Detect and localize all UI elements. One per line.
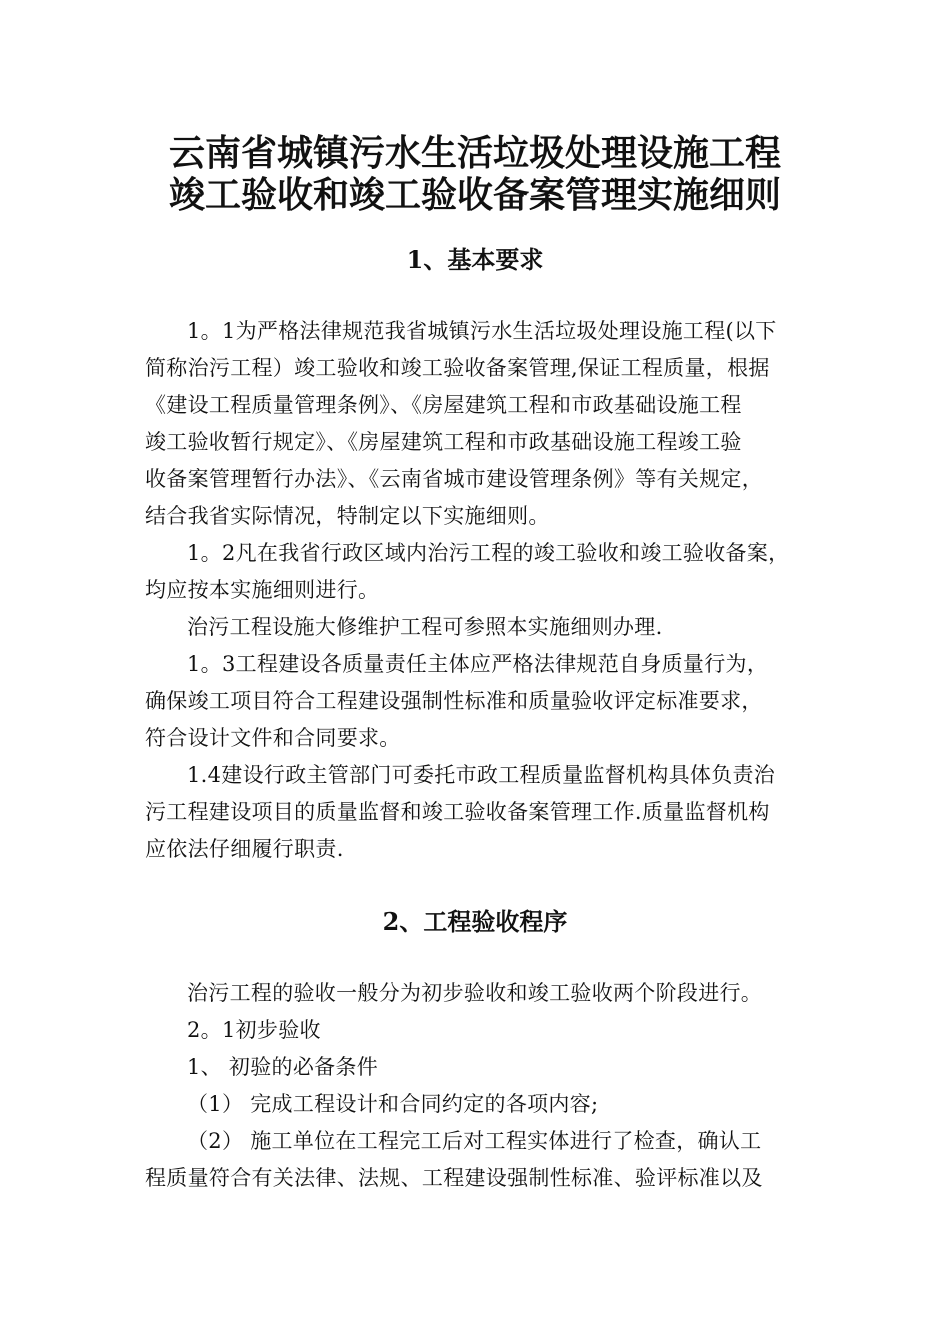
paragraph-line: 污工程建设项目的质量监督和竣工验收备案管理工作.质量监督机构 — [145, 800, 770, 824]
document-title-line-2: 竣工验收和竣工验收备案管理实施细则 — [168, 174, 781, 216]
paragraph-line: （2） 施工单位在工程完工后对工程实体进行了检查，确认工 — [187, 1129, 762, 1153]
paragraph-line: 确保竣工项目符合工程建设强制性标准和质量验收评定标准要求， — [145, 689, 763, 713]
paragraph-line: 1。3工程建设各质量责任主体应严格法律规范自身质量行为， — [187, 652, 769, 676]
paragraph-line: 简称治污工程）竣工验收和竣工验收备案管理,保证工程质量，根据 — [145, 356, 770, 380]
paragraph-line: 符合设计文件和合同要求。 — [145, 726, 401, 750]
paragraph-line: 《建设工程质量管理条例》、《房屋建筑工程和市政基础设施工程 — [145, 393, 742, 417]
paragraph-line: 应依法仔细履行职责. — [145, 837, 344, 861]
paragraph-line: 治污工程的验收一般分为初步验收和竣工验收两个阶段进行。 — [187, 981, 763, 1005]
paragraph-line: 均应按本实施细则进行。 — [145, 578, 380, 602]
paragraph-line: 1、 初验的必备条件 — [187, 1055, 379, 1079]
section-heading-basic-requirements: 1、基本要求 — [406, 245, 544, 274]
paragraph-line: 1。1为严格法律规范我省城镇污水生活垃圾处理设施工程(以下 — [187, 319, 777, 343]
document-title-line-1: 云南省城镇污水生活垃圾处理设施工程 — [168, 132, 781, 174]
paragraph-line: 结合我省实际情况，特制定以下实施细则。 — [145, 504, 550, 528]
paragraph-line: 2。1初步验收 — [187, 1018, 321, 1042]
paragraph-line: 程质量符合有关法律、法规、工程建设强制性标准、验评标准以及 — [145, 1166, 763, 1190]
paragraph-line: 收备案管理暂行办法》、《云南省城市建设管理条例》等有关规定， — [145, 467, 763, 491]
paragraph-line: 1。2凡在我省行政区域内治污工程的竣工验收和竣工验收备案， — [187, 541, 790, 565]
section-heading-acceptance-procedure: 2、工程验收程序 — [382, 907, 568, 936]
paragraph-line: 竣工验收暂行规定》、《房屋建筑工程和市政基础设施工程竣工验 — [145, 430, 742, 454]
paragraph-line: （1） 完成工程设计和合同约定的各项内容; — [187, 1092, 599, 1116]
paragraph-line: 1.4建设行政主管部门可委托市政工程质量监督机构具体负责治 — [187, 763, 776, 787]
paragraph-line: 治污工程设施大修维护工程可参照本实施细则办理. — [187, 615, 663, 639]
